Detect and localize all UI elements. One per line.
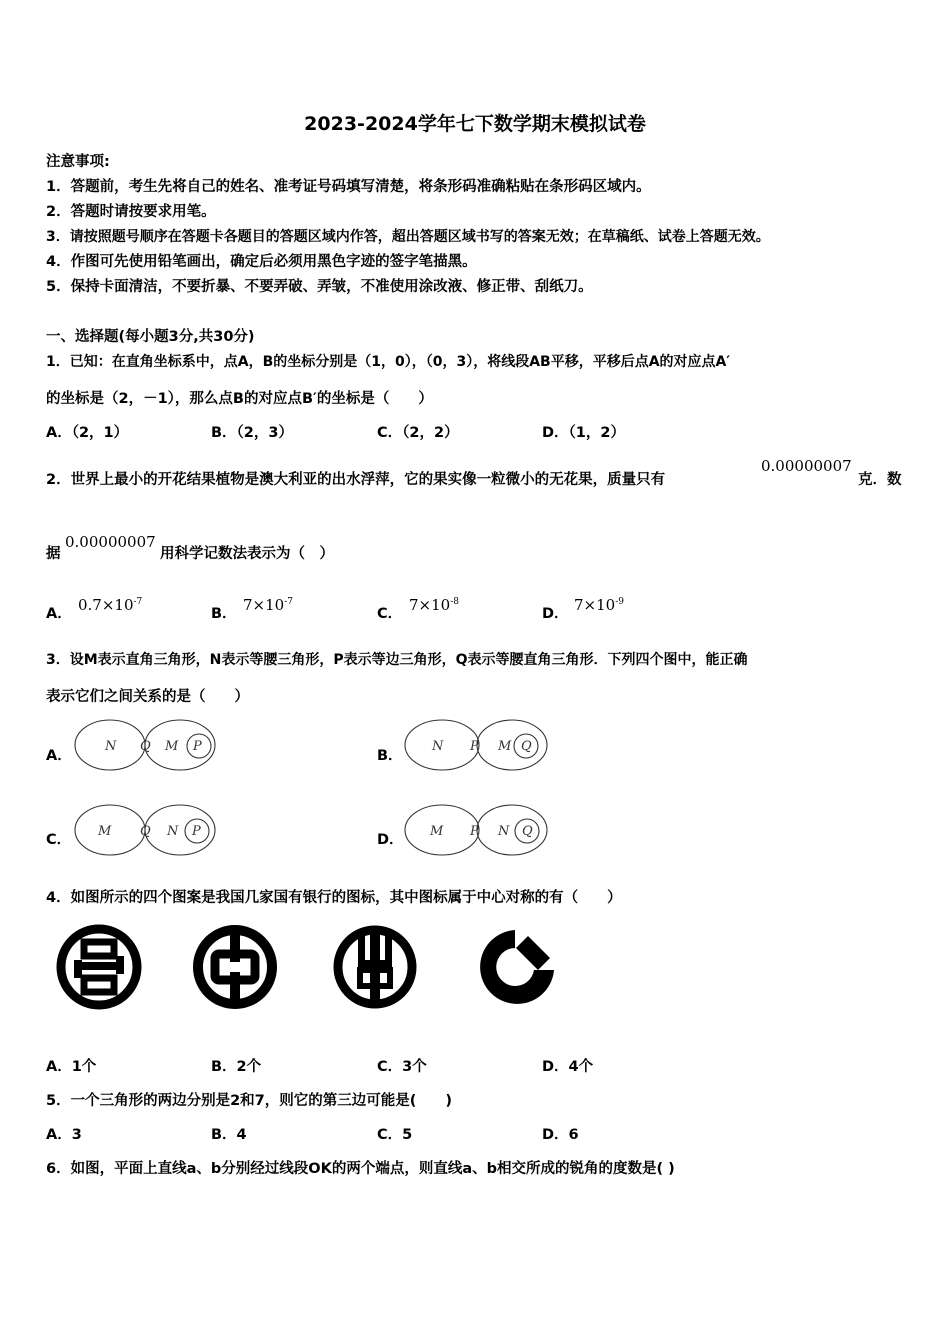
q2-option-a-letter: A． — [46, 606, 72, 622]
construction-bank-logo-icon — [470, 922, 560, 1012]
venn-label: N — [167, 824, 179, 839]
q5-option-a: A．3 — [46, 1127, 82, 1143]
venn-label: N — [498, 824, 510, 839]
q4-option-b: B．2个 — [211, 1059, 262, 1075]
venn-label: P — [470, 739, 479, 754]
notice-item: 1．答题前，考生先将自己的姓名、准考证号码填写清楚，将条形码准确粘贴在条形码区域内。 — [46, 179, 651, 195]
venn-label: P — [193, 739, 202, 754]
q1-stem-line1: 1．已知：在直角坐标系中，点A，B的坐标分别是（1，0），（0，3），将线段AB平移，平移后点A的对应点A′ — [46, 354, 731, 370]
venn-label: Q — [521, 739, 532, 754]
q3-venn-diagram-a — [70, 715, 220, 775]
q2-stem-line2-end: 用科学记数法表示为（ ） — [160, 546, 334, 562]
q3-option-a-letter: A． — [46, 748, 72, 764]
venn-set-right — [145, 805, 215, 855]
venn-label: N — [105, 739, 117, 754]
q2-option-c-letter: C． — [377, 606, 403, 622]
q2-option-d-value: $7\times 10^{-9}$ — [574, 596, 624, 614]
q3-option-c-letter: C． — [46, 832, 72, 848]
venn-label: Q — [140, 824, 151, 839]
q3-option-b-letter: B． — [377, 748, 403, 764]
q2-option-c-value: $7\times 10^{-8}$ — [409, 596, 459, 614]
venn-label: P — [192, 824, 201, 839]
venn-label: Q — [522, 824, 533, 839]
venn-label: N — [432, 739, 444, 754]
notice-heading: 注意事项: — [46, 154, 110, 170]
venn-set-right — [477, 805, 547, 855]
venn-set-right — [145, 720, 215, 770]
icbc-logo-icon — [54, 922, 144, 1012]
q1-option-a: A．（2，1） — [46, 425, 129, 441]
venn-label: M — [165, 739, 179, 754]
q4-option-d: D．4个 — [542, 1059, 594, 1075]
q3-venn-diagram-d — [400, 800, 552, 860]
venn-label: P — [470, 824, 479, 839]
q4-option-a: A．1个 — [46, 1059, 97, 1075]
venn-label: M — [98, 824, 112, 839]
q2-option-b-value: $7\times 10^{-7}$ — [243, 596, 293, 614]
notice-item: 2．答题时请按要求用笔。 — [46, 204, 216, 220]
notice-item: 3．请按照题号顺序在答题卡各题目的答题区域内作答，超出答题区域书写的答案无效；在草稿纸、试卷上答题无效。 — [46, 229, 770, 245]
bank-of-china-logo-icon — [190, 922, 280, 1012]
q1-option-b: B．（2，3） — [211, 425, 293, 441]
q2-value: 0.00000007 — [65, 533, 156, 551]
q3-venn-diagram-c — [70, 800, 220, 860]
q4-stem: 4．如图所示的四个图案是我国几家国有银行的图标，其中图标属于中心对称的有（ ） — [46, 890, 622, 906]
q4-option-c: C．3个 — [377, 1059, 427, 1075]
q3-option-d-letter: D． — [377, 832, 404, 848]
q5-option-d: D．6 — [542, 1127, 579, 1143]
q5-option-c: C．5 — [377, 1127, 413, 1143]
q1-option-d: D．（1，2） — [542, 425, 625, 441]
notice-item: 5．保持卡面清洁，不要折暴、不要弄破、弄皱，不准使用涂改液、修正带、刮纸刀。 — [46, 279, 593, 295]
q1-option-c: C．（2，2） — [377, 425, 459, 441]
q2-option-a-value: $0.7\times 10^{-7}$ — [78, 596, 143, 614]
section-heading: 一、选择题(每小题3分,共30分) — [46, 329, 255, 345]
q2-stem-line1: 2．世界上最小的开花结果植物是澳大利亚的出水浮萍，它的果实像一粒微小的无花果，质量只有 — [46, 472, 666, 488]
page-title: 2023-2024学年七下数学期末模拟试卷 — [304, 113, 646, 135]
q2-value: 0.00000007 — [761, 457, 852, 475]
q3-stem-line1: 3．设M表示直角三角形，N表示等腰三角形，P表示等边三角形，Q表示等腰直角三角形．下列四个图中，能正确 — [46, 652, 748, 668]
q2-stem-line1-end: 克．数 — [858, 472, 902, 488]
q5-stem: 5．一个三角形的两边分别是2和7，则它的第三边可能是( ) — [46, 1093, 453, 1109]
q2-option-d-letter: D． — [542, 606, 569, 622]
agricultural-bank-logo-icon — [330, 922, 420, 1012]
venn-label: M — [430, 824, 444, 839]
venn-label: Q — [140, 739, 151, 754]
q2-option-b-letter: B． — [211, 606, 237, 622]
q6-stem: 6．如图，平面上直线a、b分别经过线段OK的两个端点，则直线a、b相交所成的锐角的度数是( ) — [46, 1161, 675, 1177]
venn-set-right — [477, 720, 547, 770]
venn-label: M — [498, 739, 512, 754]
q2-stem-line2-start: 据 — [46, 546, 61, 562]
notice-item: 4．作图可先使用铅笔画出，确定后必须用黑色字迹的签字笔描黑。 — [46, 254, 477, 270]
q5-option-b: B．4 — [211, 1127, 247, 1143]
q3-venn-diagram-b — [400, 715, 552, 775]
q1-stem-line2: 的坐标是（2，－1），那么点B的对应点B′的坐标是（ ） — [46, 391, 433, 407]
q3-stem-line2: 表示它们之间关系的是（ ） — [46, 689, 249, 705]
